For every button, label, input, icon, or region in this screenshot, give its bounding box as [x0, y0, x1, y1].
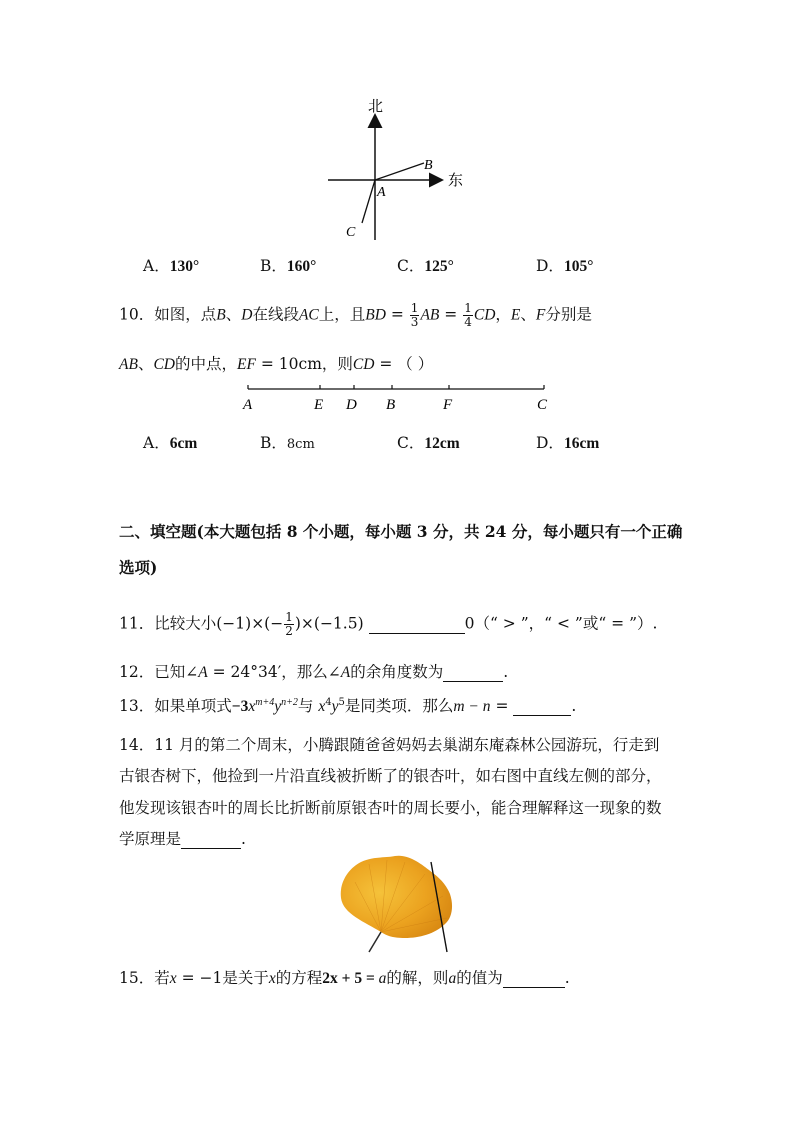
segment-label-a: A	[243, 397, 253, 413]
point-c-label: C	[346, 225, 356, 240]
q14-line2: 古银杏树下，他捡到一片沿直线被折断了的银杏叶，如右图中直线左侧的部分，	[119, 767, 662, 785]
q14-answer-blank[interactable]	[181, 830, 241, 849]
point-b-label: B	[424, 158, 433, 173]
q9-option-c: C．125°	[397, 257, 454, 275]
segment-label-f: F	[443, 397, 453, 413]
q11-line: 11．比较大小(−1)×(− $\frac{1}{2}$ )×(−1.5) 0（“ > ”，“ < ”或“ = ”）.	[119, 610, 658, 638]
section-heading: 二、填空题(本大题包括 8 个小题，每小题 3 分，共 24 分，每小题只有一个正确	[119, 522, 683, 541]
leaf-stem	[369, 932, 381, 952]
segment-label-c: C	[537, 397, 548, 413]
point-a-label: A	[377, 185, 386, 200]
north-label: 北	[368, 99, 384, 115]
q9-option-d: D．105°	[536, 257, 594, 275]
q12-answer-blank[interactable]	[443, 663, 503, 682]
q12-line: 12．已知∠A = 24°34′，那么∠A的余角度数为 .	[119, 663, 509, 681]
q11-answer-blank[interactable]	[369, 615, 465, 634]
q10-option-b: B．8cm	[260, 434, 315, 452]
fraction-one-fourth: $\frac{1}{4}$	[464, 301, 472, 329]
q10-option-c: C．12cm	[397, 434, 460, 452]
q10-option-d: D．16cm	[536, 434, 600, 452]
q13-answer-blank[interactable]	[513, 697, 571, 716]
segment-label-e: E	[314, 397, 324, 413]
segment-label-d: D	[346, 397, 357, 413]
q10-line1: 10．如图，点B、D在线段AC上，且BD = $\frac{1}{3}$ AB = $\frac{1}{4}$ CD，E、F分别是	[119, 301, 592, 329]
q14-line3: 他发现该银杏叶的周长比折断前原银杏叶的周长要小，能合理解释这一现象的数	[119, 799, 662, 817]
q10-option-a: A．6cm	[143, 434, 198, 452]
fraction-one-third: $\frac{1}{3}$	[410, 301, 419, 329]
q10-line2: AB、CD的中点，EF = 10cm，则CD = （ ）	[119, 355, 434, 373]
section-heading-cont: 选项)	[119, 558, 158, 577]
q15-answer-blank[interactable]	[503, 969, 565, 988]
ginkgo-leaf-image	[335, 852, 465, 954]
segment-diagram	[238, 380, 558, 414]
leaf-blade	[341, 856, 452, 938]
q14-line1: 14．11 月的第二个周末，小腾跟随爸爸妈妈去巢湖东庵森林公园游玩，行走到	[119, 736, 660, 754]
q13-line: 13．如果单项式$-3x^{m+4}y^{n+2}$与 $x^4y^5$是同类项．那么m − n = .	[119, 696, 577, 715]
ray-ab	[375, 163, 424, 180]
east-label: 东	[448, 173, 464, 189]
q15-line: 15．若x = −1是关于x的方程2x + 5 = a的解，则a的值为 .	[119, 969, 570, 987]
q9-option-a: A．130°	[143, 257, 200, 275]
segment-label-b: B	[386, 397, 396, 413]
ray-ac	[362, 180, 375, 223]
q14-line4: 学原理是 .	[119, 830, 246, 848]
fraction-one-half: $\frac{1}{2}$	[285, 610, 293, 638]
q9-option-b: B．160°	[260, 257, 317, 275]
compass-diagram	[320, 95, 480, 245]
